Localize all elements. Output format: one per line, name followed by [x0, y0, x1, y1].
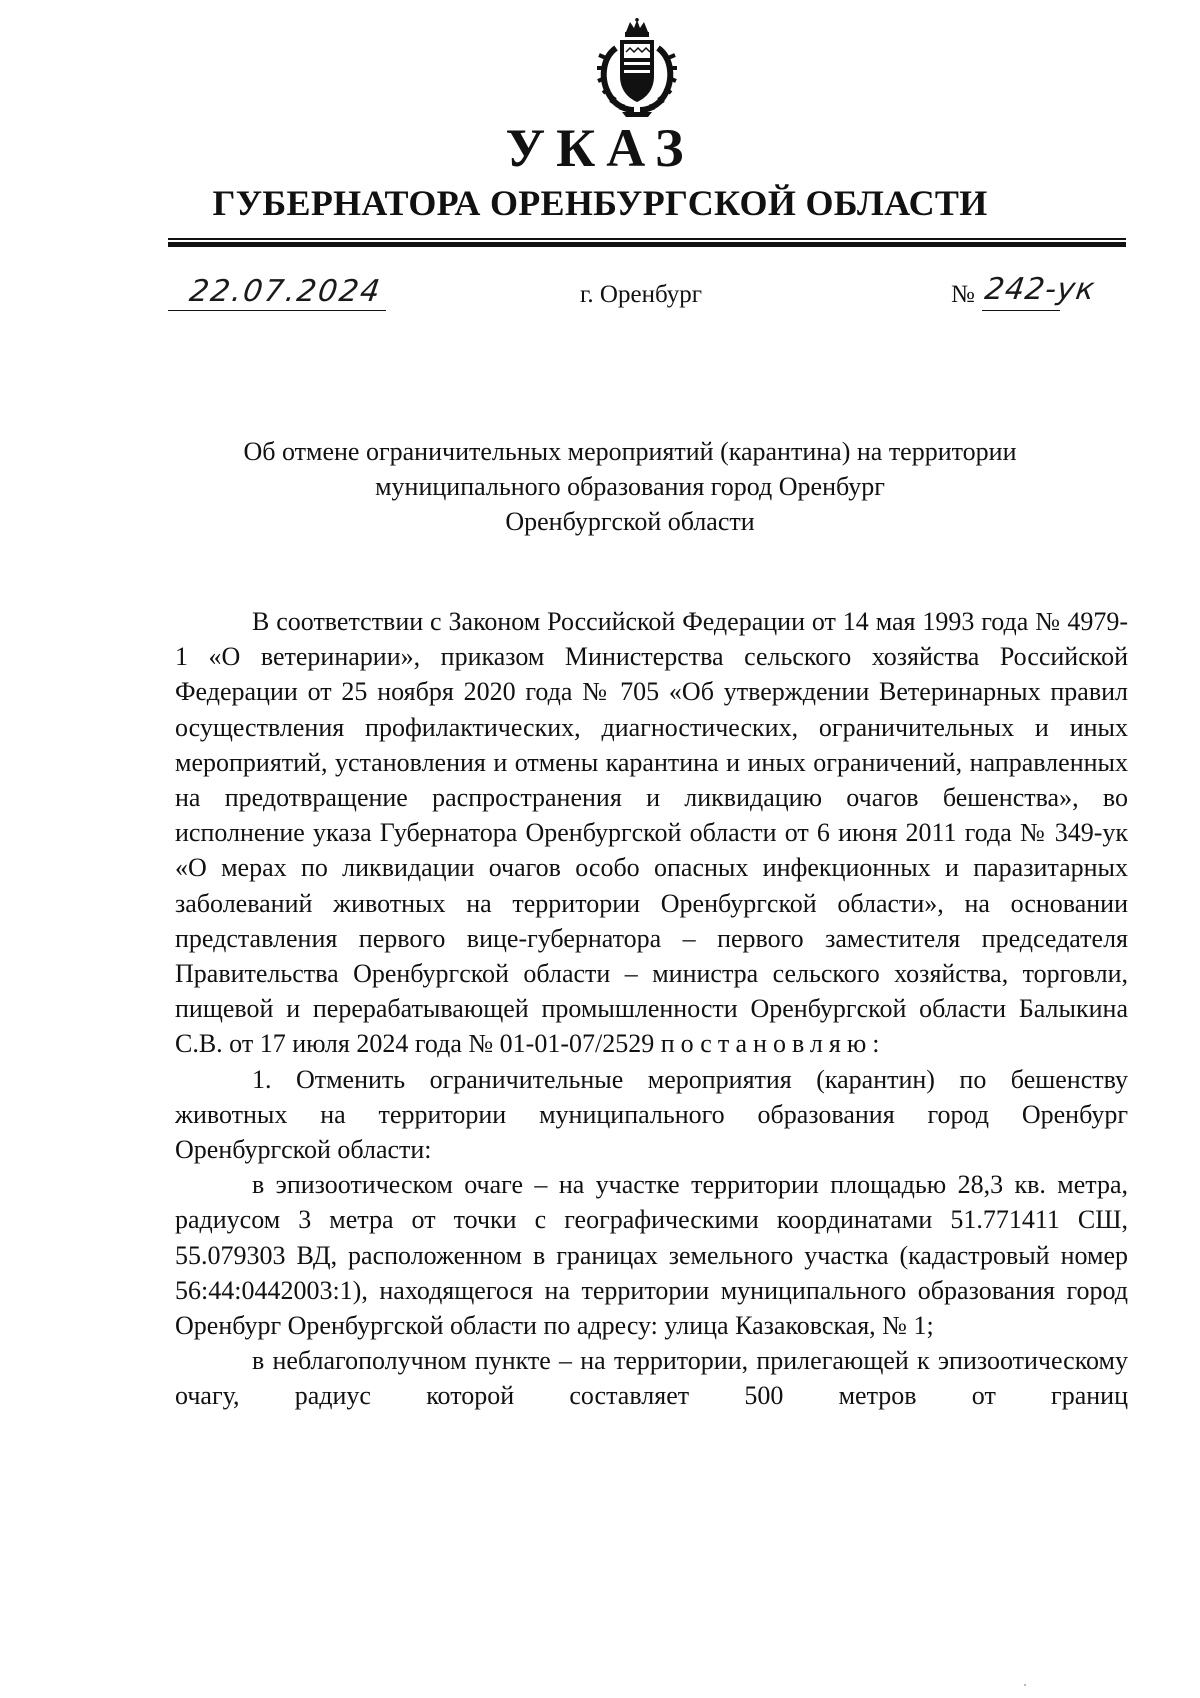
- number-underline: [982, 310, 1060, 311]
- heading-line: муниципального образования город Оренбург: [375, 472, 885, 501]
- document-title: УКАЗ: [505, 118, 695, 178]
- date-underline: [168, 310, 386, 311]
- document-heading: [150, 434, 1110, 539]
- number-sign: №: [951, 281, 975, 308]
- handwritten-number: 242-ук: [982, 272, 1098, 307]
- document-body: [175, 604, 1128, 1414]
- heading-line: Об отмене ограничительных мероприятий (карантина) на территории: [243, 437, 1017, 466]
- handwritten-date: 22.07.2024: [187, 274, 384, 309]
- coat-of-arms-emblem: [596, 18, 678, 118]
- preamble-text: В соответствии с Законом Российской Федерации от 14 мая 1993 года № 4979-1 «О ветеринарии», приказом Министерства сельского хозяйства Российской Федерации от 25 ноября 2020 года № 705 «Об утверждении Ветеринарных правил осуществления профилактических, диагностических, ограничительных и иных мероприятий, установления и отмены карантина и иных ограничений, направленных на предотвращение распространения и ликвидацию очагов бешенства», во исполнение указа Губернатора Оренбургской области от 6 июня 2011 года № 349-ук «О мерах по ликвидации очагов особо опасных инфекционных и паразитарных заболеваний животных на территории Оренбургской области», на основании представления первого вице-губернатора – первого заместителя председателя Правительства Оренбургской области – министра сельского хозяйства, торговли, пищевой и перерабатывающей промышленности Оренбургской области Балыкина С.В. от 17 июля 2024 года № 01-01-07/2529: [175, 607, 1128, 1059]
- scan-speck: [1024, 1684, 1026, 1686]
- city-label: г. Оренбург: [580, 281, 702, 308]
- document-subtitle: ГУБЕРНАТОРА ОРЕНБУРГСКОЙ ОБЛАСТИ: [212, 183, 988, 223]
- item-1a-paragraph: в эпизоотическом очаге – на участке территории площадью 28,3 кв. метра, радиусом 3 метра от точки с географическими координатами 51.771411 СШ, 55.079303 ВД, расположенном в границах земельного участка (кадастровый номер 56:44:0442003:1), находящегося на территории муниципального образования город Оренбург Оренбургской области по адресу: улица Казаковская, № 1;: [175, 1170, 1128, 1341]
- item-1b-paragraph: в неблагополучном пункте – на территории, прилегающей к эпизоотическому очагу, радиус которой составляет 500 метров от границ: [175, 1346, 1128, 1411]
- item-1-paragraph: 1. Отменить ограничительные мероприятия (карантин) по бешенству животных на территории муниципального образования город Оренбург Оренбургской области:: [175, 1064, 1128, 1165]
- decree-word: постановляю:: [660, 1029, 886, 1059]
- header-rule-thin: [168, 238, 1126, 240]
- preamble-paragraph: [175, 604, 1128, 1062]
- heading-line: Оренбургской области: [505, 507, 755, 536]
- header-rule-thick: [168, 242, 1126, 247]
